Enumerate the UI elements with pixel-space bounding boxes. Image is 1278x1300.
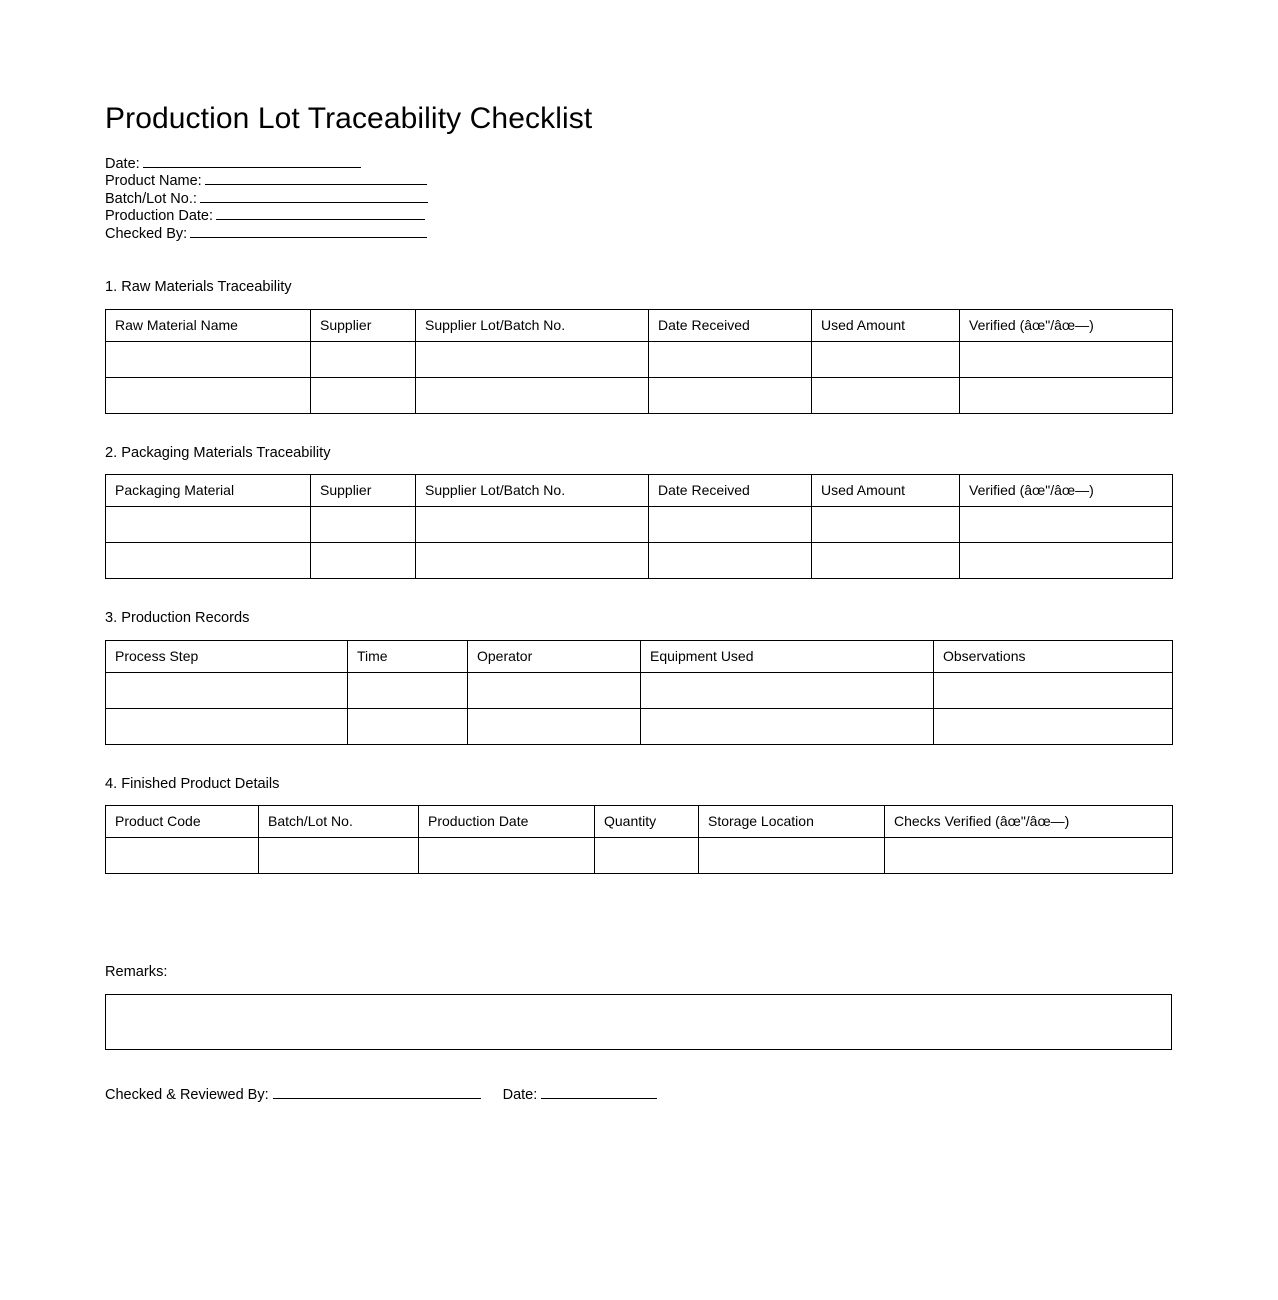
cell-used-amount[interactable] bbox=[812, 377, 960, 413]
column-header-time: Time bbox=[348, 640, 468, 672]
cell-production-date[interactable] bbox=[419, 838, 595, 874]
cell-supplier[interactable] bbox=[311, 543, 416, 579]
table-row bbox=[106, 838, 1173, 874]
column-header-raw-material-name: Raw Material Name bbox=[106, 309, 311, 341]
meta-field-batch-lot-no bbox=[105, 190, 1173, 208]
cell-supplier-lot-batch-no[interactable] bbox=[416, 341, 649, 377]
table-header-row bbox=[106, 309, 1173, 341]
meta-input-batch-lot-no[interactable] bbox=[200, 190, 428, 203]
column-header-equipment-used: Equipment Used bbox=[641, 640, 934, 672]
cell-supplier-lot-batch-no[interactable] bbox=[416, 377, 649, 413]
column-header-batch-lot-no: Batch/Lot No. bbox=[259, 806, 419, 838]
cell-operator[interactable] bbox=[468, 672, 641, 708]
cell-equipment-used[interactable] bbox=[641, 672, 934, 708]
table-header-row bbox=[106, 475, 1173, 507]
table-header-row bbox=[106, 640, 1173, 672]
meta-field-checked-by bbox=[105, 225, 1173, 243]
cell-product-code[interactable] bbox=[106, 838, 259, 874]
column-header-supplier-lot-batch-no: Supplier Lot/Batch No. bbox=[416, 309, 649, 341]
signature-row bbox=[105, 1086, 1173, 1104]
cell-supplier[interactable] bbox=[311, 507, 416, 543]
cell-date-received[interactable] bbox=[649, 543, 812, 579]
column-header-used-amount: Used Amount bbox=[812, 309, 960, 341]
cell-packaging-material[interactable] bbox=[106, 507, 311, 543]
column-header-checks-verified: Checks Verified (âœ"/âœ—) bbox=[885, 806, 1173, 838]
signature-date-input[interactable] bbox=[541, 1086, 657, 1099]
section-heading-raw-materials: 1. Raw Materials Traceability bbox=[105, 279, 292, 296]
meta-input-product-name[interactable] bbox=[205, 172, 427, 185]
table-packaging-materials bbox=[105, 474, 1173, 579]
meta-input-production-date[interactable] bbox=[216, 207, 425, 220]
table-row bbox=[106, 507, 1173, 543]
table-row bbox=[106, 708, 1173, 744]
cell-quantity[interactable] bbox=[595, 838, 699, 874]
column-header-date-received: Date Received bbox=[649, 309, 812, 341]
cell-raw-material-name[interactable] bbox=[106, 377, 311, 413]
cell-supplier[interactable] bbox=[311, 341, 416, 377]
column-header-product-code: Product Code bbox=[106, 806, 259, 838]
section-heading-packaging-materials: 2. Packaging Materials Traceability bbox=[105, 444, 331, 461]
cell-raw-material-name[interactable] bbox=[106, 341, 311, 377]
page-title: Production Lot Traceability Checklist bbox=[105, 102, 593, 135]
column-header-supplier-lot-batch-no: Supplier Lot/Batch No. bbox=[416, 475, 649, 507]
meta-input-date[interactable] bbox=[143, 155, 361, 168]
column-header-process-step: Process Step bbox=[106, 640, 348, 672]
table-raw-materials bbox=[105, 309, 1173, 414]
cell-time[interactable] bbox=[348, 672, 468, 708]
cell-verified[interactable] bbox=[960, 507, 1173, 543]
column-header-verified: Verified (âœ"/âœ—) bbox=[960, 309, 1173, 341]
meta-input-checked-by[interactable] bbox=[190, 225, 427, 238]
meta-label-checked-by: Checked By: bbox=[105, 225, 188, 242]
column-header-observations: Observations bbox=[934, 640, 1173, 672]
cell-observations[interactable] bbox=[934, 672, 1173, 708]
cell-used-amount[interactable] bbox=[812, 341, 960, 377]
column-header-operator: Operator bbox=[468, 640, 641, 672]
table-header-row bbox=[106, 806, 1173, 838]
column-header-production-date: Production Date bbox=[419, 806, 595, 838]
meta-field-date bbox=[105, 155, 1173, 173]
cell-used-amount[interactable] bbox=[812, 543, 960, 579]
table-row bbox=[106, 341, 1173, 377]
cell-supplier-lot-batch-no[interactable] bbox=[416, 507, 649, 543]
column-header-date-received: Date Received bbox=[649, 475, 812, 507]
meta-field-production-date bbox=[105, 207, 1173, 225]
column-header-storage-location: Storage Location bbox=[699, 806, 885, 838]
meta-label-production-date: Production Date: bbox=[105, 208, 214, 225]
cell-supplier[interactable] bbox=[311, 377, 416, 413]
cell-operator[interactable] bbox=[468, 708, 641, 744]
document-content bbox=[105, 0, 1173, 1104]
cell-equipment-used[interactable] bbox=[641, 708, 934, 744]
cell-date-received[interactable] bbox=[649, 341, 812, 377]
cell-process-step[interactable] bbox=[106, 708, 348, 744]
cell-process-step[interactable] bbox=[106, 672, 348, 708]
header-meta-fields bbox=[105, 155, 1173, 243]
meta-label-product-name: Product Name: bbox=[105, 173, 202, 190]
table-row bbox=[106, 377, 1173, 413]
cell-packaging-material[interactable] bbox=[106, 543, 311, 579]
signature-date-label: Date: bbox=[502, 1086, 538, 1103]
column-header-used-amount: Used Amount bbox=[812, 475, 960, 507]
cell-checks-verified[interactable] bbox=[885, 838, 1173, 874]
remarks-input[interactable] bbox=[105, 994, 1172, 1050]
table-production-records bbox=[105, 640, 1173, 745]
column-header-supplier: Supplier bbox=[311, 309, 416, 341]
table-finished-product-details bbox=[105, 805, 1173, 874]
reviewer-label: Checked & Reviewed By: bbox=[105, 1086, 269, 1103]
remarks-label: Remarks: bbox=[105, 964, 168, 981]
column-header-verified: Verified (âœ"/âœ—) bbox=[960, 475, 1173, 507]
cell-verified[interactable] bbox=[960, 543, 1173, 579]
cell-supplier-lot-batch-no[interactable] bbox=[416, 543, 649, 579]
reviewer-input[interactable] bbox=[273, 1086, 481, 1099]
cell-storage-location[interactable] bbox=[699, 838, 885, 874]
section-heading-production-records: 3. Production Records bbox=[105, 610, 250, 627]
cell-verified[interactable] bbox=[960, 377, 1173, 413]
meta-label-date: Date: bbox=[105, 155, 140, 172]
meta-field-product-name bbox=[105, 172, 1173, 190]
column-header-supplier: Supplier bbox=[311, 475, 416, 507]
section-heading-finished-product: 4. Finished Product Details bbox=[105, 775, 280, 792]
table-row bbox=[106, 672, 1173, 708]
cell-verified[interactable] bbox=[960, 341, 1173, 377]
cell-used-amount[interactable] bbox=[812, 507, 960, 543]
column-header-packaging-material: Packaging Material bbox=[106, 475, 311, 507]
cell-date-received[interactable] bbox=[649, 377, 812, 413]
cell-batch-lot-no[interactable] bbox=[259, 838, 419, 874]
cell-time[interactable] bbox=[348, 708, 468, 744]
cell-observations[interactable] bbox=[934, 708, 1173, 744]
meta-label-batch-lot-no: Batch/Lot No.: bbox=[105, 190, 197, 207]
cell-date-received[interactable] bbox=[649, 507, 812, 543]
column-header-quantity: Quantity bbox=[595, 806, 699, 838]
table-row bbox=[106, 543, 1173, 579]
